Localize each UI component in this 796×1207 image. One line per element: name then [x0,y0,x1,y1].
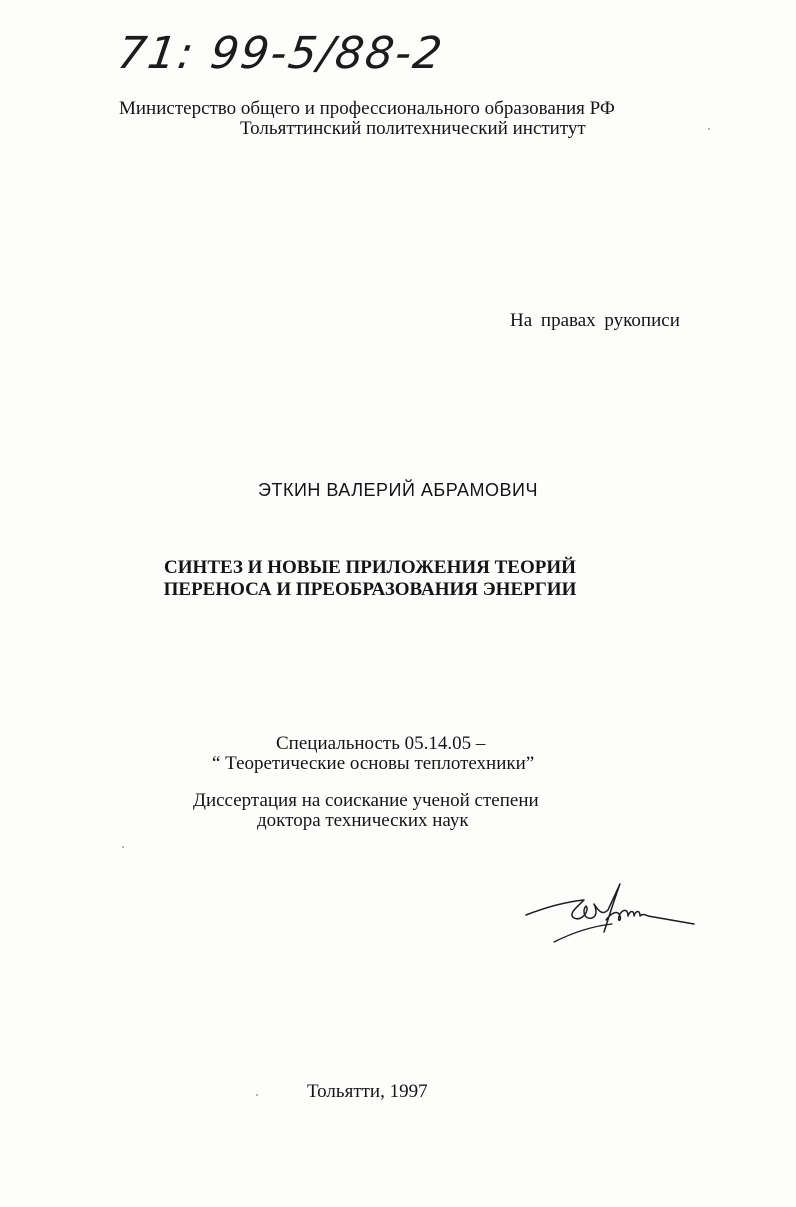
archive-code-handwritten: 71: 99-5/88-2 [114,28,447,79]
degree-line-2: доктора технических наук [257,810,469,831]
title-line-2: ПЕРЕНОСА И ПРЕОБРАЗОВАНИЯ ЭНЕРГИИ [163,579,577,600]
dissertation-title [0,557,740,601]
city-and-year: Тольятти, 1997 [307,1081,428,1102]
scan-speck [122,846,124,848]
specialty-name: “ Теоретические основы теплотехники” [212,753,535,774]
ministry-heading: Министерство общего и профессионального образования РФ [119,98,615,119]
manuscript-rights-note: На правах рукописи [510,310,680,331]
institute-heading: Тольяттинский политехнический институт [240,118,586,139]
handwritten-signature [524,880,699,950]
degree-line-1: Диссертация на соискание ученой степени [193,790,539,811]
scan-speck [708,128,710,130]
author-name: ЭТКИН ВАЛЕРИЙ АБРАМОВИЧ [258,480,538,500]
specialty-code: Специальность 05.14.05 – [276,733,486,754]
scan-speck [256,1094,258,1096]
title-line-1: СИНТЕЗ И НОВЫЕ ПРИЛОЖЕНИЯ ТЕОРИЙ [164,557,576,578]
